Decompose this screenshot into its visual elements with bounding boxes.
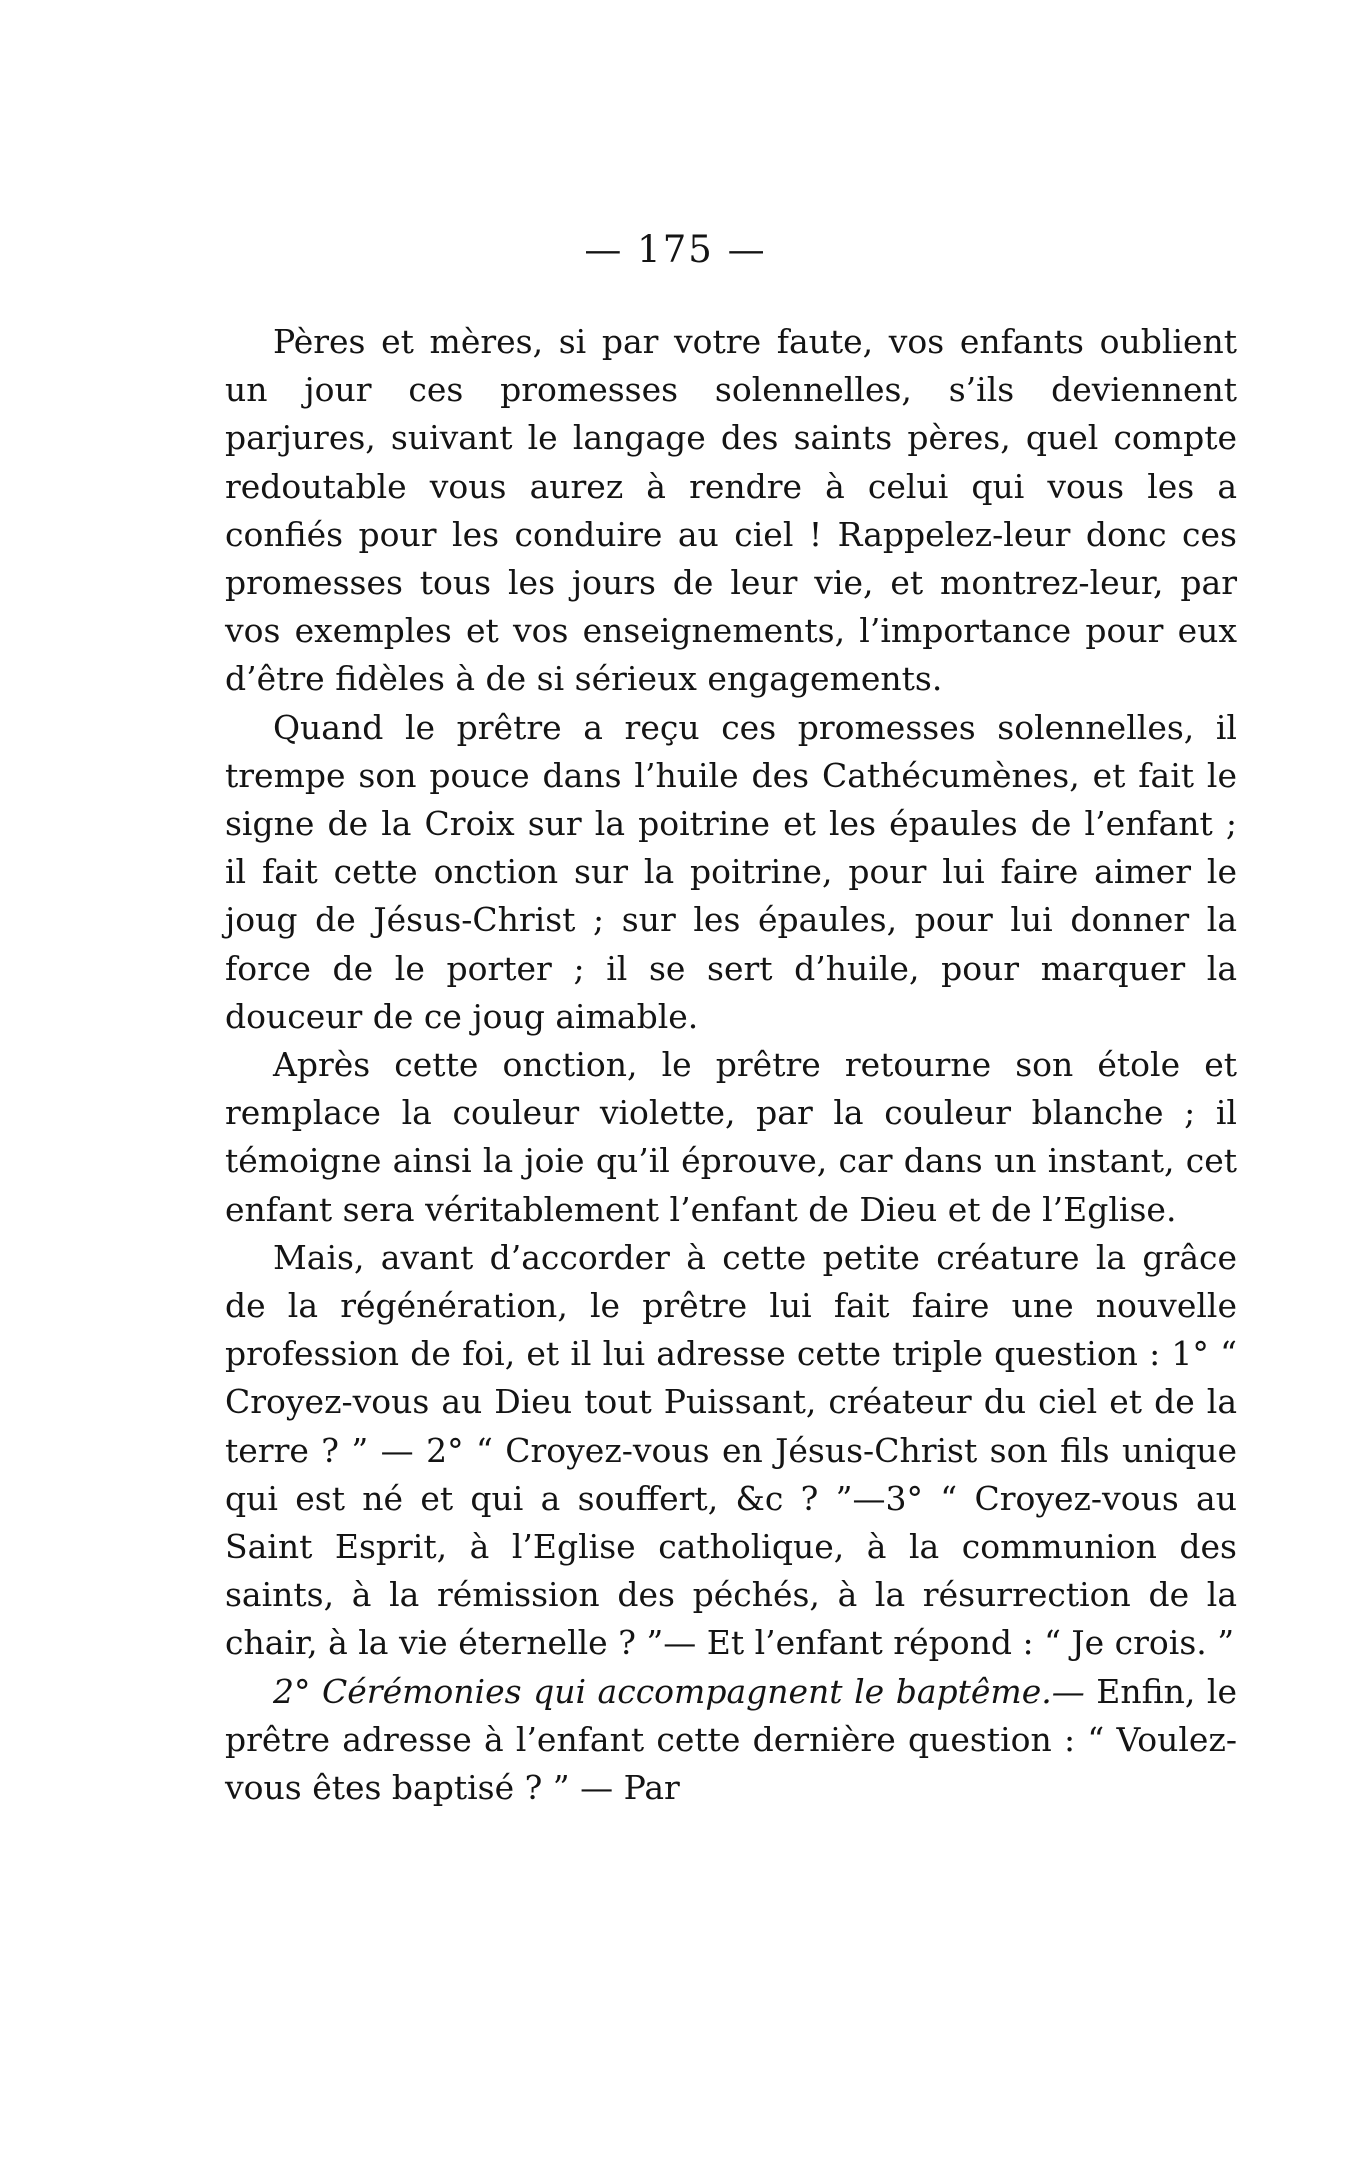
paragraph bbox=[225, 1668, 1237, 1813]
paragraph: Quand le prêtre a reçu ces promesses solennelles, il trempe son pouce dans l’huile des Cathécumènes, et fait le signe de la Croix sur la poitrine et les épaules de l’enfant ; il fait cette onction sur la poitrine, pour lui faire aimer le joug de Jésus-Christ ; sur les épaules, pour lui donner la force de le porter ; il se sert d’huile, pour marquer la douceur de ce joug aimable. bbox=[225, 707, 1237, 1036]
body-text bbox=[225, 318, 1237, 1812]
paragraph: Après cette onction, le prêtre retourne son étole et remplace la couleur violette, par la couleur blanche ; il témoigne ainsi la joie qu’il éprouve, car dans un instant, cet enfant sera véritablement l’enfant de Dieu et de l’Eglise. bbox=[225, 1045, 1237, 1229]
paragraph: Mais, avant d’accorder à cette petite créature la grâce de la régénération, le prêtre lui fait faire une nouvelle profession de foi, et il lui adresse cette triple question : 1° “ Croyez-vous au Dieu tout Puissant, créateur du ciel et de la terre ? ” — 2° “ Croyez-vous en Jésus-Christ son fils unique qui est né et qui a souffert, &c ? ”—3° “ Croyez-vous au Saint Esprit, à l’Eglise catholique, à la communion des saints, à la rémission des péchés, à la résurrection de la chair, à la vie éternelle ? ”— Et l’enfant répond : “ Je crois. ” bbox=[225, 1237, 1237, 1663]
paragraph-text: Enfin, le prêtre adresse à l’enfant cette dernière question : “ Voulez-vous êtes baptisé ? ” — Par bbox=[225, 1671, 1237, 1808]
section-heading: 2° Cérémonies qui accompagnent le baptême.— bbox=[273, 1671, 1085, 1711]
paragraph: Pères et mères, si par votre faute, vos enfants oublient un jour ces promesses solennelles, s’ils deviennent parjures, suivant le langage des saints pères, quel compte redoutable vous aurez à rendre à celui qui vous les a confiés pour les conduire au ciel ! Rappelez-leur donc ces promesses tous les jours de leur vie, et montrez-leur, par vos exemples et vos enseignements, l’importance pour eux d’être fidèles à de si sérieux engagements. bbox=[225, 322, 1237, 699]
page-number: — 175 — bbox=[584, 228, 767, 271]
